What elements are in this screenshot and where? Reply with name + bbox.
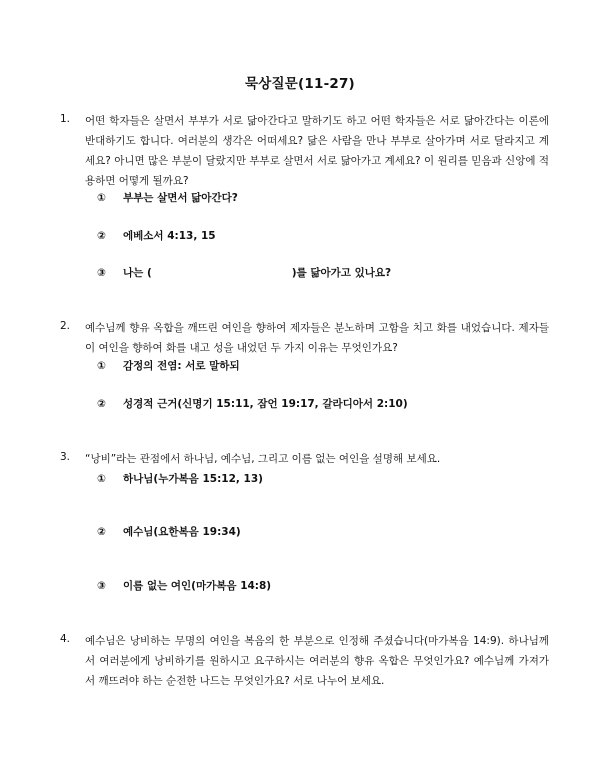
question-text: 어떤 학자들은 살면서 부부가 서로 닮아간다고 말하기도 하고 어떤 학자들은 서로 닮아간다는 이론에 반대하기도 합니다. 여러분의 생각은 어떠세요? 닮은 사람을 만나 부부로 살아가며 서로 달라지고 계세요? 아니면 많은 부분이 달랐지만 부부로 살면서 서로 닮아가고 계세요? 이 원리를 믿음과 신앙에 적용하면 어떻게 될까요? (85, 115, 549, 187)
item-text: 성경적 근거(신명기 15:11, 잠언 19:17, 갈라디아서 2:10) (123, 398, 408, 410)
item-text: 부부는 살면서 닮아간다? (123, 192, 238, 204)
item-marker: ③ (97, 267, 106, 279)
item-text: 감정의 전염: 서로 말하되 (123, 360, 240, 372)
answer-item (97, 396, 408, 411)
item-marker: ② (97, 526, 106, 538)
answer-item (97, 190, 238, 205)
question-number: 2. (60, 320, 71, 332)
question-text: 예수님께 향유 옥합을 깨뜨린 여인을 향하여 제자들은 분노하며 고함을 치고 화를 내었습니다. 제자들이 여인을 향하여 화를 내고 성을 내었던 두 가지 이유는 무엇인가요? (85, 322, 549, 354)
item-text-after: )를 닮아가고 있나요? (291, 267, 392, 279)
item-text: 하나님(누가복음 15:12, 13) (123, 473, 263, 485)
question-number: 1. (60, 113, 71, 125)
item-marker: ③ (97, 580, 106, 592)
question-text: “낭비”라는 관점에서 하나님, 예수님, 그리고 이름 없는 여인을 설명해 보세요. (85, 453, 441, 465)
question-number: 4. (60, 633, 71, 645)
item-marker: ② (97, 230, 106, 242)
question-text: 예수님은 낭비하는 무명의 여인을 복음의 한 부분으로 인정해 주셨습니다(마가복음 14:9). 하나님께서 여러분에게 낭비하기를 원하시고 요구하시는 여러분의 향유 옥합은 무엇인가요? 예수님께 가져가서 깨뜨려야 하는 순전한 나드는 무엇인가요? 서로 나누어 보세요. (85, 635, 549, 687)
answer-item (97, 524, 241, 539)
item-marker: ② (97, 398, 106, 410)
question-number: 3. (60, 451, 71, 463)
answer-item-fill-in (97, 265, 391, 280)
item-text-before: 나는 ( (123, 267, 152, 279)
page-title: 묵상질문(11-27) (245, 76, 355, 92)
item-text: 예수님(요한복음 19:34) (123, 526, 241, 538)
item-marker: ① (97, 360, 106, 372)
answer-item (97, 578, 271, 593)
item-marker: ① (97, 473, 106, 485)
answer-item (97, 228, 216, 243)
answer-item (97, 471, 263, 486)
item-text: 이름 없는 여인(마가복음 14:8) (123, 580, 272, 592)
answer-item (97, 358, 240, 373)
item-marker: ① (97, 192, 106, 204)
item-text: 에베소서 4:13, 15 (123, 230, 216, 242)
